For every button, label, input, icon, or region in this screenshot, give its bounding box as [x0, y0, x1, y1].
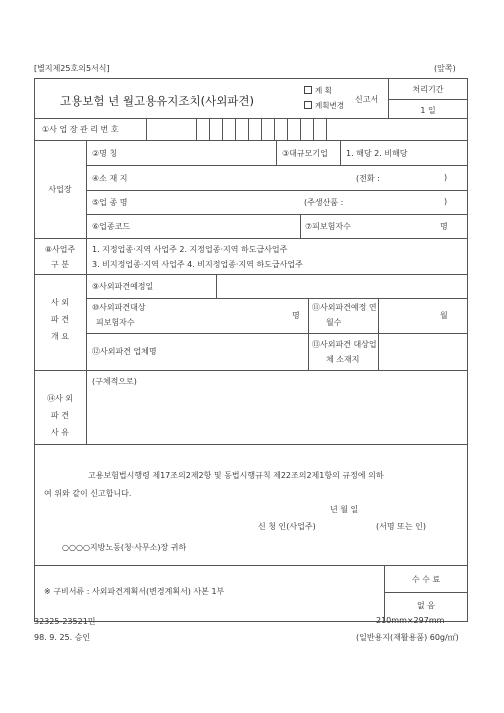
- declaration-date: 년 월 일: [330, 505, 359, 514]
- dispatch-label-2: 파 견: [51, 315, 69, 324]
- dispatch-workers-label-1: ⑩사외파견대상: [92, 303, 146, 312]
- dispatch-company-addr-1: ⑬사외파견 대상업: [312, 340, 377, 349]
- signature-label: (서명 또는 인): [376, 522, 426, 531]
- name-label: ②명 칭: [92, 149, 118, 158]
- declaration-line-1: 고용보험법시행령 제17조의2제2항 및 동법시행규칙 제22조의2제1항의 규정에 의하: [88, 471, 384, 480]
- form-title: 고용보험 년 월고용유지조치(사외파견): [60, 94, 255, 108]
- option-plan-label: 계 획: [315, 86, 332, 95]
- dispatch-months-label-1: ⑪사외파견예정 연: [312, 303, 377, 312]
- dispatch-company-label: ⑫사외파견 업체명: [92, 347, 157, 356]
- phone-label: (전화 :: [356, 174, 380, 183]
- main-product-label: (주생산품 :: [304, 198, 344, 207]
- footer-code: 32325-23521민: [34, 617, 96, 626]
- large-corp-options[interactable]: 1. 해당 2. 비해당: [346, 149, 408, 158]
- dispatch-label-1: 사 외: [51, 298, 69, 307]
- checkbox-icon: [304, 86, 312, 94]
- dispatch-label-3: 개 요: [51, 332, 69, 341]
- option-plan[interactable]: [304, 85, 332, 96]
- dispatch-company-addr-2: 체 소재지: [326, 355, 360, 364]
- reason-label-1: ⑭사 외: [47, 394, 73, 403]
- insured-count-label: ⑦피보험자수: [305, 222, 351, 231]
- reason-label-3: 사 유: [51, 428, 69, 437]
- checkbox-icon: [304, 101, 312, 109]
- phone-end: ): [444, 173, 448, 182]
- option-change[interactable]: [304, 100, 344, 111]
- industry-code-label: ⑥업종코드: [92, 222, 131, 231]
- dispatch-period-label: ⑨사외파견예정일: [92, 282, 154, 291]
- reason-hint: (구체적으로): [92, 377, 137, 386]
- declaration-line-2: 여 위와 같이 신고합니다.: [44, 489, 132, 498]
- biz-type-row-2[interactable]: 3. 비지정업종·지역 사업주 4. 비지정업종·지역 하도급사업주: [92, 260, 303, 269]
- processing-label: 처리기간: [412, 85, 444, 94]
- biz-type-row-1[interactable]: 1. 지정업종·지역 사업주 2. 지정업종·지역 하도급사업주: [92, 245, 288, 254]
- industry-name-label: ⑤업 종 명: [92, 198, 128, 207]
- address-label: ④소 재 지: [92, 174, 128, 183]
- dispatch-months-label-2: 월수: [326, 318, 342, 327]
- workplace-label: 사업장: [48, 185, 72, 194]
- footer-approved: 98. 9. 25. 승인: [34, 633, 91, 642]
- page-side-label: (앞쪽): [434, 64, 456, 73]
- recipient: ○○○○지방노동(청·사무소)장 귀하: [62, 543, 187, 552]
- fee-label: 수 수 료: [411, 575, 441, 584]
- report-label: 신고서: [355, 95, 379, 104]
- insured-count-unit: 명: [440, 222, 448, 231]
- biz-reg-label: ①사 업 장 관 리 번 호: [42, 125, 119, 134]
- processing-value: 1 일: [420, 106, 436, 115]
- footer-paper: (일반용지(재활용품) 60g/㎡): [356, 633, 459, 642]
- attachments-note: ※ 구비서류 : 사외파견계획서(변경계획서) 사본 1부: [44, 587, 225, 596]
- applicant-label: 신 청 인(사업주): [258, 522, 316, 531]
- main-product-end: ): [444, 197, 448, 206]
- dispatch-workers-unit: 명: [292, 311, 300, 320]
- footer-size: 210mm×297mm: [376, 616, 445, 625]
- dispatch-workers-label-2: 피보험자수: [96, 318, 135, 327]
- large-corp-label: ③대규모기업: [282, 149, 328, 158]
- reason-label-2: 파 견: [51, 411, 69, 420]
- fee-value: 없 음: [417, 601, 435, 610]
- form-number: [별지제25호의5서식]: [34, 64, 110, 73]
- dispatch-months-unit: 월: [440, 311, 448, 320]
- biz-type-label-1: ⑧사업주: [44, 245, 76, 254]
- option-change-label: 계획변경: [315, 101, 344, 110]
- biz-type-label-2: 구 분: [51, 260, 69, 269]
